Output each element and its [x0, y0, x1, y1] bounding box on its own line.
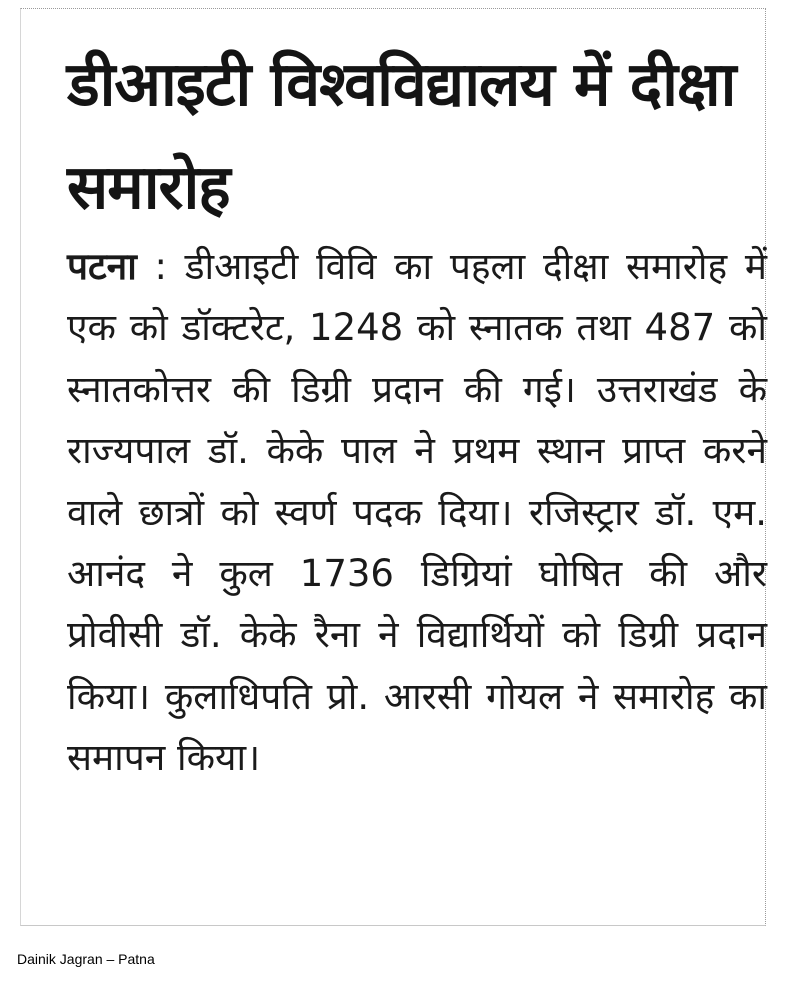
- source-caption: Dainik Jagran – Patna: [17, 951, 155, 967]
- dateline-separator: :: [136, 245, 185, 288]
- article-body-paragraph: [67, 236, 767, 789]
- article-body-text: डीआइटी विवि का पहला दीक्षा समारोह में एक को डॉक्टरेट, 1248 को स्नातक तथा 487 को स्नातकोत्तर की डिग्री प्रदान की गई। उत्तराखंड के राज्यपाल डॉ. केके पाल ने प्रथम स्थान प्राप्त करने वाले छात्रों को स्वर्ण पदक दिया। रजिस्ट्रार डॉ. एम. आनंद ने कुल 1736 डिग्रियां घोषित की और प्रोवीसी डॉ. केके रैना ने विद्यार्थियों को डिग्री प्रदान किया। कुलाधिपति प्रो. आरसी गोयल ने समारोह का समापन किया।: [67, 245, 767, 780]
- news-clipping: [20, 8, 766, 926]
- article-headline: डीआइटी विश्वविद्यालय में दीक्षा समारोह: [67, 49, 736, 223]
- article-dateline: पटना: [67, 245, 137, 288]
